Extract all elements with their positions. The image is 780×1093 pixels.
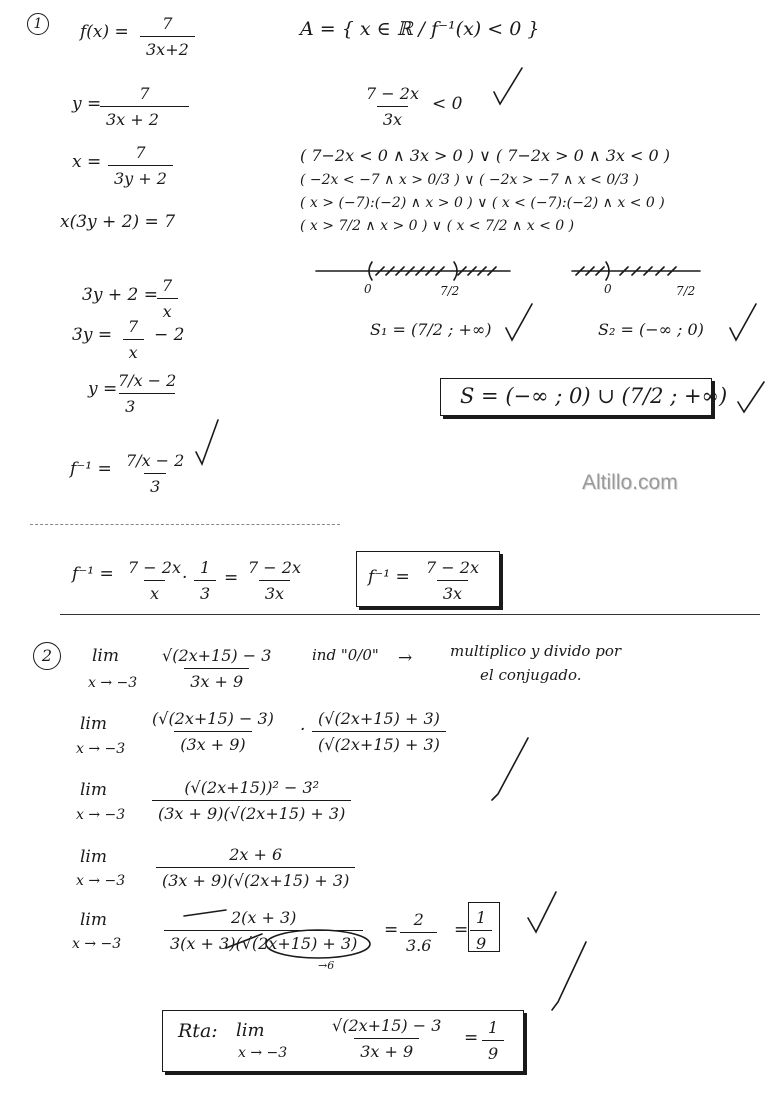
answer-lim: lim xyxy=(236,1020,265,1041)
denominator: 3x xyxy=(377,106,408,129)
watermark: Altillo.com xyxy=(582,471,678,494)
answer-lim-sub: x → −3 xyxy=(238,1045,288,1061)
check-mark-3 xyxy=(730,304,756,340)
circled-factor xyxy=(266,930,370,958)
solution-s2: S₂ = (−∞ ; 0) xyxy=(598,320,704,339)
check-mark-6 xyxy=(492,738,528,800)
check-mark-7 xyxy=(528,892,556,932)
limit-4-label: lim xyxy=(80,847,107,867)
solution-s1: S₁ = (7/2 ; +∞) xyxy=(370,320,492,339)
numerator: 7 − 2x xyxy=(426,558,479,577)
y-equation-label: y = xyxy=(72,94,102,114)
denominator: 3(x + 3)(√(2x+15) + 3) xyxy=(164,930,363,953)
denominator: (3x + 9) xyxy=(174,731,251,754)
number-line-1-tick: 7/2 xyxy=(440,284,460,298)
limit-4-sub: x → −3 xyxy=(76,873,126,889)
numerator: 7 xyxy=(135,143,146,162)
numerator: 7 xyxy=(162,276,173,295)
denominator: x xyxy=(157,298,178,321)
denominator: x xyxy=(123,339,144,362)
denominator: x xyxy=(144,580,165,603)
check-mark-8 xyxy=(552,942,586,1010)
limit-5-sub: x → −3 xyxy=(72,936,122,952)
numerator: (√(2x+15))² − 3² xyxy=(184,778,320,797)
denominator: (3x + 9)(√(2x+15) + 3) xyxy=(152,800,351,823)
number-line-1-zero: 0 xyxy=(364,282,372,296)
numerator: 7 − 2x xyxy=(128,558,181,577)
inverse-product-label: f⁻¹ = xyxy=(72,564,114,584)
equation-step-2-label: 3y + 2 = xyxy=(82,285,158,305)
numerator: 7 xyxy=(128,317,139,336)
equation-step-4-label: y = xyxy=(88,379,118,399)
inverse-function-label: f⁻¹ = xyxy=(70,459,112,479)
case-line-2: ( −2x < −7 ∧ x > 0/3 ) ∨ ( −2x > −7 ∧ x < 0/3 ) xyxy=(300,172,639,188)
denominator: (3x + 9)(√(2x+15) + 3) xyxy=(156,867,355,890)
numerator: 2 xyxy=(413,910,424,929)
set-a-definition: A = { x ∈ ℝ / f⁻¹(x) < 0 } xyxy=(300,18,540,40)
answer-label: Rta: xyxy=(178,1020,218,1042)
numerator: 2x + 6 xyxy=(229,845,283,864)
limit-5-under-note: →6 xyxy=(318,959,335,972)
denominator: 3x xyxy=(437,580,468,603)
denominator: 3.6 xyxy=(400,932,437,955)
inverse-product-dot: · xyxy=(182,568,188,588)
case-line-4: ( x > 7/2 ∧ x > 0 ) ∨ ( x < 7/2 ∧ x < 0 ) xyxy=(300,218,575,234)
numerator: 1 xyxy=(200,558,211,577)
denominator: 3 xyxy=(194,580,216,603)
numerator: 7/x − 2 xyxy=(126,451,185,470)
limit-1-sub: x → −3 xyxy=(88,675,138,691)
note-line-1: multiplico y divido por xyxy=(450,642,622,660)
x-equation-label: x = xyxy=(72,152,102,172)
equation-step-1: x(3y + 2) = 7 xyxy=(60,212,176,232)
limit-5-equals-2: = xyxy=(454,920,469,940)
denominator: 3y + 2 xyxy=(108,165,173,188)
numerator: 7 xyxy=(162,14,173,33)
inverse-box-label: f⁻¹ = xyxy=(368,567,410,587)
numerator: 7 − 2x xyxy=(366,84,419,103)
number-line-2-zero: 0 xyxy=(604,282,612,296)
numerator: 1 xyxy=(488,1018,499,1037)
numerator: (√(2x+15) + 3) xyxy=(318,709,440,728)
exercise-number-1: 1 xyxy=(27,13,49,35)
numerator: 7 − 2x xyxy=(248,558,301,577)
cancel-strike xyxy=(184,910,226,916)
numerator: √(2x+15) − 3 xyxy=(332,1016,442,1035)
cancel-strike xyxy=(226,934,262,948)
solution-set-total: S = (−∞ ; 0) ∪ (7/2 ; +∞) xyxy=(460,384,728,408)
number-line-2-tick: 7/2 xyxy=(676,284,696,298)
numerator: 7 xyxy=(139,84,150,103)
case-line-3: ( x > (−7):(−2) ∧ x > 0 ) ∨ ( x < (−7):(−2) ∧ x < 0 ) xyxy=(300,195,665,211)
denominator: 3 xyxy=(144,473,166,496)
inverse-product-equals: = xyxy=(224,568,239,588)
limit-5-label: lim xyxy=(80,910,107,930)
denominator: 3x+2 xyxy=(140,36,195,59)
denominator: 9 xyxy=(470,930,492,953)
function-definition-label: f(x) = xyxy=(80,22,129,42)
equation-step-3-rhs: − 2 xyxy=(154,325,185,345)
limit-2-label: lim xyxy=(80,714,107,734)
equation-step-3-label: 3y = xyxy=(72,325,113,345)
limit-3-sub: x → −3 xyxy=(76,807,126,823)
limit-2-sub: x → −3 xyxy=(76,741,126,757)
exercise-number-2: 2 xyxy=(33,642,61,670)
limit-2-dot: · xyxy=(300,720,306,740)
check-mark-2 xyxy=(506,304,532,340)
check-mark-5 xyxy=(196,420,218,464)
limit-1-label: lim xyxy=(92,646,119,666)
case-line-1: ( 7−2x < 0 ∧ 3x > 0 ) ∨ ( 7−2x > 0 ∧ 3x < 0 ) xyxy=(300,146,670,165)
denominator: 3x + 9 xyxy=(354,1038,419,1061)
check-mark-4 xyxy=(738,382,764,412)
denominator: 3x + 2 xyxy=(100,106,189,129)
denominator: 3x xyxy=(259,580,290,603)
note-arrow: → xyxy=(398,648,413,668)
denominator: 3x + 9 xyxy=(184,668,249,691)
indeterminate-form: ind "0/0" xyxy=(312,646,379,664)
numerator: 2(x + 3) xyxy=(230,908,297,927)
denominator: 9 xyxy=(482,1040,504,1063)
limit-5-equals-1: = xyxy=(384,920,399,940)
numerator: 1 xyxy=(476,908,487,927)
numerator: √(2x+15) − 3 xyxy=(162,646,272,665)
denominator: (√(2x+15) + 3) xyxy=(312,731,446,754)
answer-equals: = xyxy=(464,1028,479,1048)
check-mark-1 xyxy=(494,68,522,104)
inequality-rhs: < 0 xyxy=(432,94,463,114)
denominator: 3 xyxy=(119,393,175,416)
limit-3-label: lim xyxy=(80,780,107,800)
numerator: 7/x − 2 xyxy=(118,371,177,390)
note-line-2: el conjugado. xyxy=(480,666,582,684)
numerator: (√(2x+15) − 3) xyxy=(152,709,274,728)
